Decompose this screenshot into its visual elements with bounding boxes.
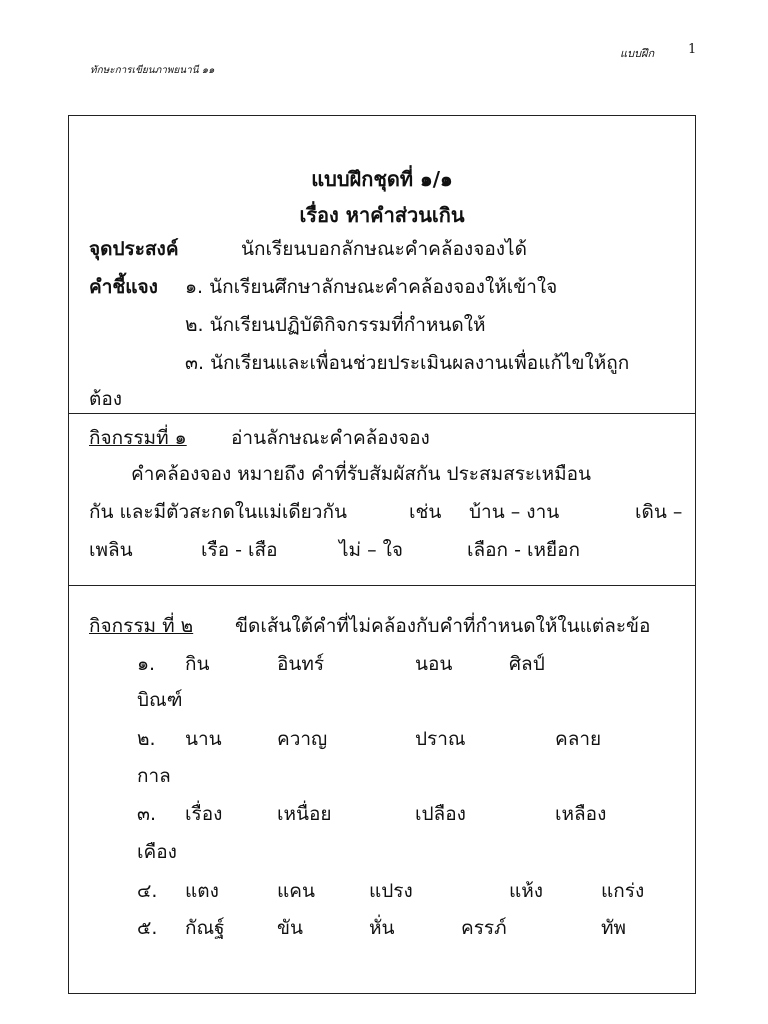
item-word: นาน: [185, 728, 222, 750]
item-word: ปราณ: [415, 728, 466, 750]
item-word: กัณฐ์: [185, 917, 225, 939]
item-word: กิน: [185, 653, 210, 675]
item-word: เหลือง: [555, 803, 607, 825]
header-label: แบบฝึก: [620, 47, 655, 60]
instruction-item: ๒. นักเรียนปฏิบัติกิจกรรมที่กำหนดให้: [185, 314, 486, 336]
item-word: อินทร์: [277, 653, 325, 675]
item-word: ครรภ์: [461, 917, 507, 939]
item-number: ๓.: [137, 803, 157, 825]
item-word: หั่น: [369, 917, 395, 939]
activity1-paragraph-part: กัน และมีตัวสะกดในแม่เดียวกัน: [89, 501, 347, 523]
worksheet-frame: [68, 115, 696, 994]
section-divider: [69, 585, 695, 586]
header-subtitle: ทักษะการเขียนภาพยนานี ๑๑: [90, 65, 215, 76]
item-word: แกร่ง: [601, 880, 645, 902]
objective-label: จุดประสงค์: [89, 238, 179, 260]
item-number: ๒.: [137, 728, 156, 750]
item-word: แคน: [277, 880, 315, 902]
activity2-heading: กิจกรรม ที่ ๒: [89, 615, 194, 637]
item-number: ๑.: [137, 653, 156, 675]
item-number: ๕.: [137, 917, 158, 939]
item-word: เปลือง: [415, 803, 466, 825]
activity1-heading-text: อ่านลักษณะคำคล้องจอง: [231, 427, 430, 449]
item-word: ศิลป์: [509, 653, 545, 675]
item-word: แห้ง: [509, 880, 544, 902]
activity1-example: ไม่ – ใจ: [339, 539, 404, 561]
item-word: กาล: [137, 765, 171, 787]
activity1-paragraph-part: บ้าน – งาน: [469, 501, 560, 523]
activity2-heading-text: ขีดเส้นใต้คำที่ไม่คล้องกับคำที่กำหนดให้ในแต่ละข้อ: [235, 615, 651, 637]
item-word: นอน: [415, 653, 453, 675]
item-word: เหนื่อย: [277, 803, 332, 825]
activity1-paragraph-part: เช่น: [409, 501, 442, 523]
activity1-example: เพลิน: [89, 539, 133, 561]
activity1-example: เรือ - เสือ: [201, 539, 278, 561]
activity1-example: เลือก - เหยือก: [467, 539, 581, 561]
item-word: เคือง: [137, 841, 177, 863]
item-word: แปรง: [369, 880, 413, 902]
activity1-paragraph-line: คำคล้องจอง หมายถึง คำที่รับสัมผัสกัน ประสมสระเหมือน: [131, 463, 592, 485]
activity1-heading: กิจกรรมที่ ๑: [89, 427, 187, 449]
instruction-item: ๑. นักเรียนศึกษาลักษณะคำคล้องจองให้เข้าใจ: [185, 276, 558, 298]
item-word: แตง: [185, 880, 219, 902]
item-number: ๔.: [137, 880, 158, 902]
item-word: คลาย: [555, 728, 602, 750]
instructions-label: คำชี้แจง: [89, 276, 158, 298]
instruction-item: ๓. นักเรียนและเพื่อนช่วยประเมินผลงานเพื่อแก้ไขให้ถูก: [185, 352, 630, 374]
page-number: 1: [688, 42, 697, 57]
instruction-continuation: ต้อง: [89, 388, 123, 410]
worksheet-title: แบบฝึกชุดที่ ๑/๑: [311, 167, 453, 191]
item-word: บิณฑ์: [137, 689, 183, 711]
item-word: ควาญ: [277, 728, 328, 750]
item-word: ทัพ: [601, 917, 627, 939]
section-divider: [69, 413, 695, 414]
activity1-paragraph-part: เดิน –: [635, 501, 683, 523]
objective-text: นักเรียนบอกลักษณะคำคล้องจองได้: [241, 238, 527, 260]
item-word: เรื่อง: [185, 803, 223, 825]
item-word: ขัน: [277, 917, 303, 939]
worksheet-subtitle: เรื่อง หาคำส่วนเกิน: [299, 203, 465, 227]
